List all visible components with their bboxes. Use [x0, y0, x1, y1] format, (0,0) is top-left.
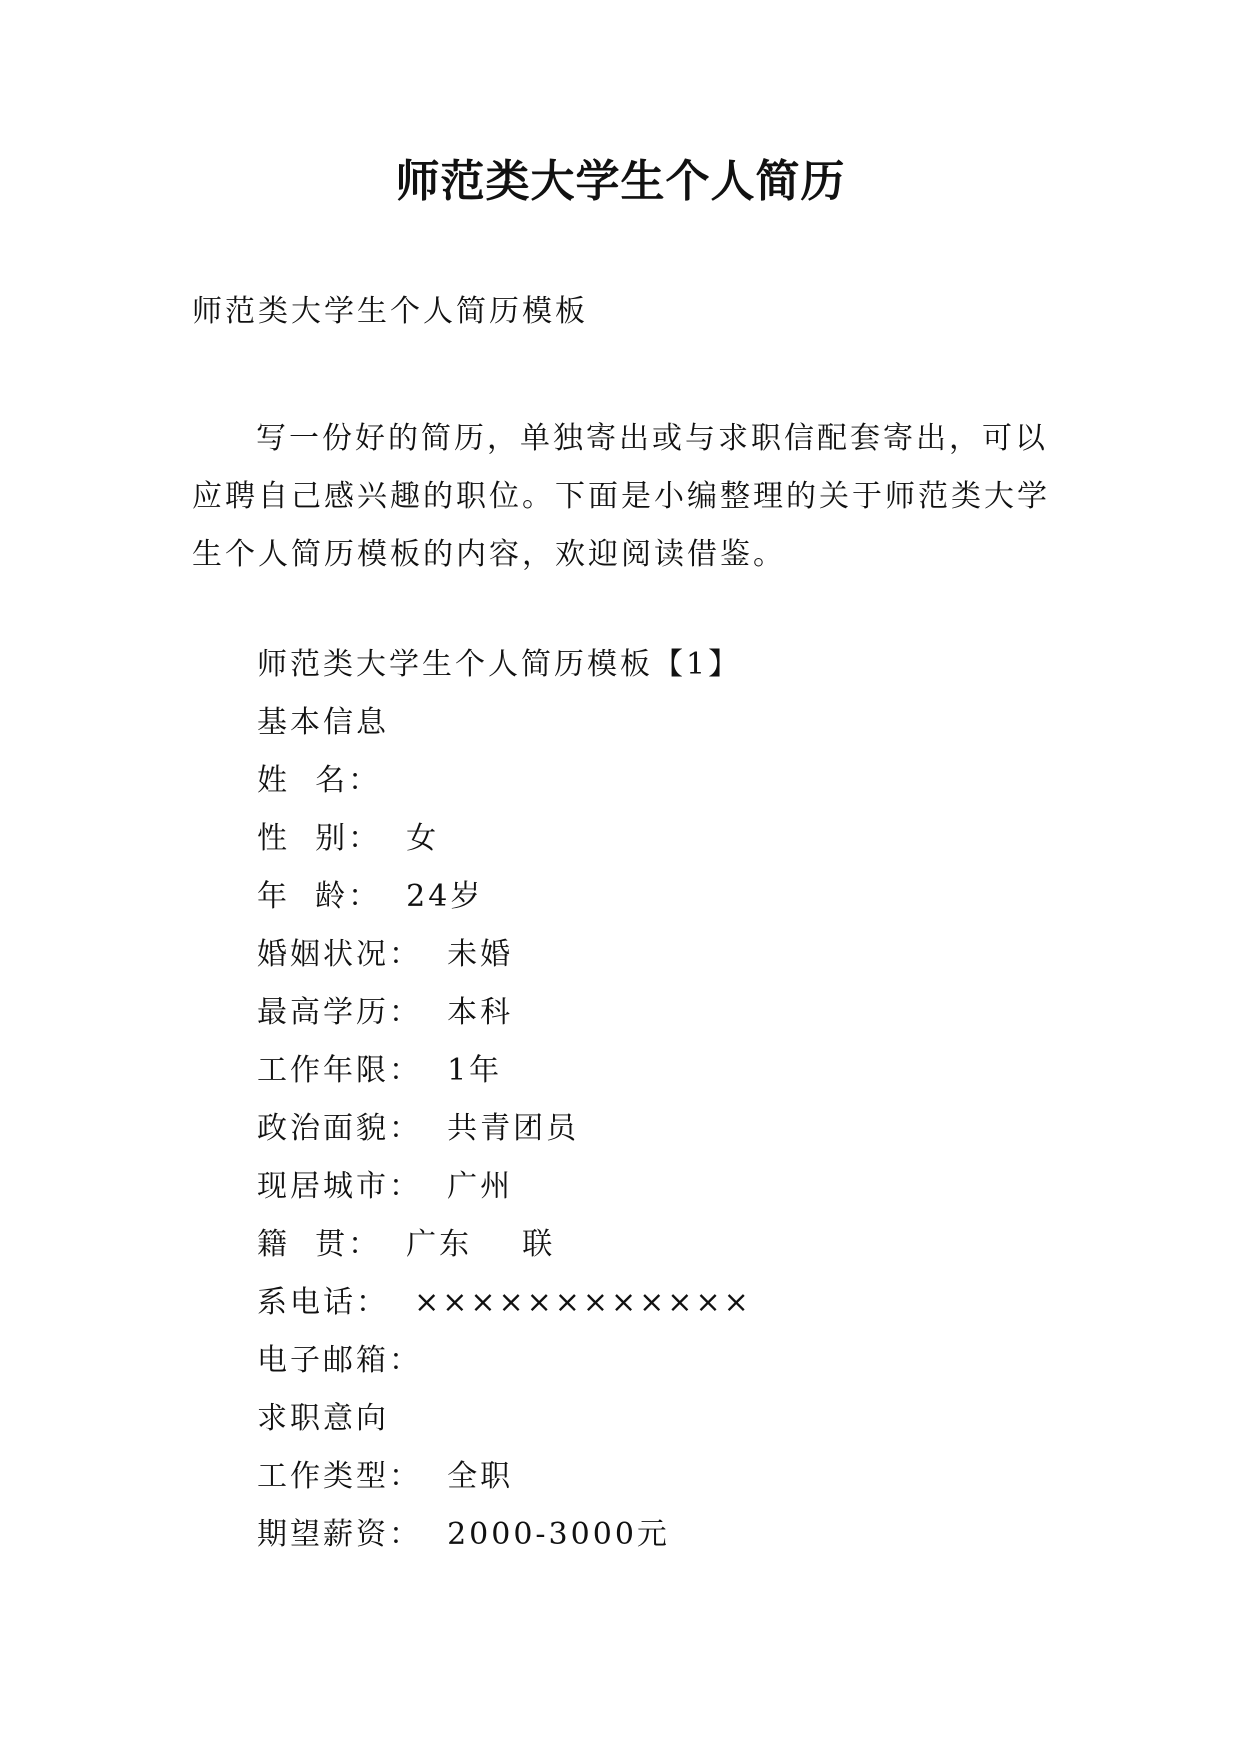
field-name: 姓 名：	[257, 763, 382, 798]
section-basic-info: 基本信息	[257, 705, 389, 740]
field-job-type: 工作类型： 全职	[257, 1459, 514, 1494]
intro-paragraph: 写一份好的简历，单独寄出或与求职信配套寄出，可以应聘自己感兴趣的职位。下面是小编整理的关于师范类大学生个人简历模板的内容，欢迎阅读借鉴。	[192, 421, 1050, 572]
document-subtitle: 师范类大学生个人简历模板	[192, 294, 588, 329]
field-hometown: 籍 贯： 广东 联	[257, 1227, 556, 1262]
resume-template-heading: 师范类大学生个人简历模板【1】	[257, 647, 742, 682]
field-education: 最高学历： 本科	[257, 995, 514, 1030]
field-age: 年 龄： 24岁	[257, 879, 484, 914]
field-expected-salary: 期望薪资： 2000-3000元	[257, 1517, 670, 1552]
field-political-status: 政治面貌： 共青团员	[257, 1111, 580, 1146]
field-work-years: 工作年限： 1年	[257, 1053, 503, 1088]
field-marital-status: 婚姻状况： 未婚	[257, 937, 514, 972]
field-gender: 性 别： 女	[257, 821, 440, 856]
field-email: 电子邮箱：	[257, 1343, 422, 1378]
field-phone: 系电话： ××××××××××××	[257, 1285, 752, 1320]
field-current-city: 现居城市： 广州	[257, 1169, 514, 1204]
document-title: 师范类大学生个人简历	[395, 156, 846, 207]
section-job-intention: 求职意向	[257, 1401, 389, 1436]
